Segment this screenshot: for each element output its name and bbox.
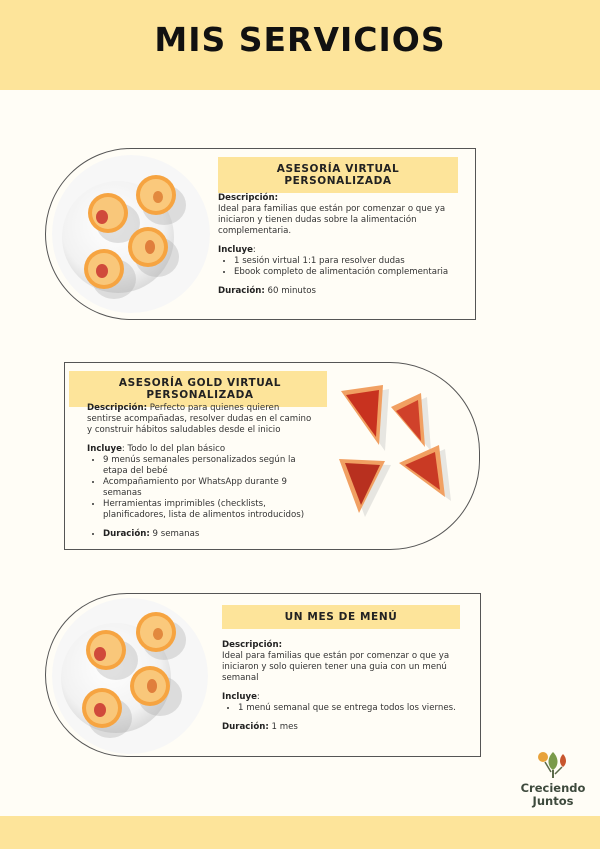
includes-suffix: : [252, 245, 256, 255]
logo-line-1: Creciendo [520, 781, 586, 795]
list-item: • Herramientas imprimibles (checklists, planificadores, lista de alimentos introducidos) [103, 499, 313, 521]
includes-label: Incluye [222, 692, 257, 702]
duration-label: Duración: [218, 286, 265, 296]
includes-list [103, 455, 313, 521]
service-title: ASESORÍA GOLD VIRTUAL PERSONALIZADA [69, 371, 331, 407]
list-item: • 9 menús semanales personalizados según la etapa del bebé [103, 455, 313, 477]
includes-label: Incluye [87, 444, 122, 454]
service-details [218, 193, 458, 297]
blood-oranges-photo [327, 367, 479, 547]
includes-list [238, 703, 462, 714]
description-label: Descripción: [222, 640, 283, 650]
includes-suffix: : Todo lo del plan básico [121, 444, 226, 454]
includes-label: Incluye [218, 245, 253, 255]
service-card-3 [45, 593, 481, 757]
list-item: • Ebook completo de alimentación complementaria [234, 267, 458, 278]
description-text: Ideal para familias que están por comenzar o que ya iniciaron y solo quieren tener una guia con un menú semanal [222, 651, 450, 683]
service-title: UN MES DE MENÚ [222, 605, 460, 629]
description-label: Descripción: [218, 193, 279, 203]
duration-value: 9 semanas [152, 529, 200, 539]
duration-label: Duración: [103, 529, 150, 539]
service-card-2 [64, 362, 480, 550]
description-text: Perfecto para quienes quieren sentirse acompañadas, resolver dudas en el camino y construir hábitos saludables desde el inicio [87, 403, 312, 435]
service-details [222, 640, 462, 733]
sprout-icon [533, 748, 573, 778]
peaches-photo [52, 155, 210, 313]
includes-suffix: : [256, 692, 260, 702]
brand-logo [512, 748, 594, 808]
service-card-1 [45, 148, 476, 320]
duration-item [103, 529, 313, 540]
description-label: Descripción: [87, 403, 148, 413]
service-title: ASESORÍA VIRTUAL PERSONALIZADA [218, 157, 458, 193]
duration-value: 1 mes [271, 722, 298, 732]
duration-value: 60 minutos [267, 286, 316, 296]
duration-label: Duración: [222, 722, 269, 732]
footer-band [0, 816, 600, 849]
peaches-photo [52, 598, 208, 754]
description-text: Ideal para familias que están por comenzar o que ya iniciaron y tienen dudas sobre la alimentación complementaria. [218, 204, 446, 236]
list-item: • 1 menú semanal que se entrega todos los viernes. [238, 703, 462, 714]
list-item: • 1 sesión virtual 1:1 para resolver dudas [234, 256, 458, 267]
page-title: MIS SERVICIOS [154, 20, 446, 59]
list-item: • Acompañamiento por WhatsApp durante 9 semanas [103, 477, 313, 499]
service-details [87, 403, 313, 540]
includes-list [234, 256, 458, 278]
logo-line-2: Juntos [532, 794, 574, 808]
